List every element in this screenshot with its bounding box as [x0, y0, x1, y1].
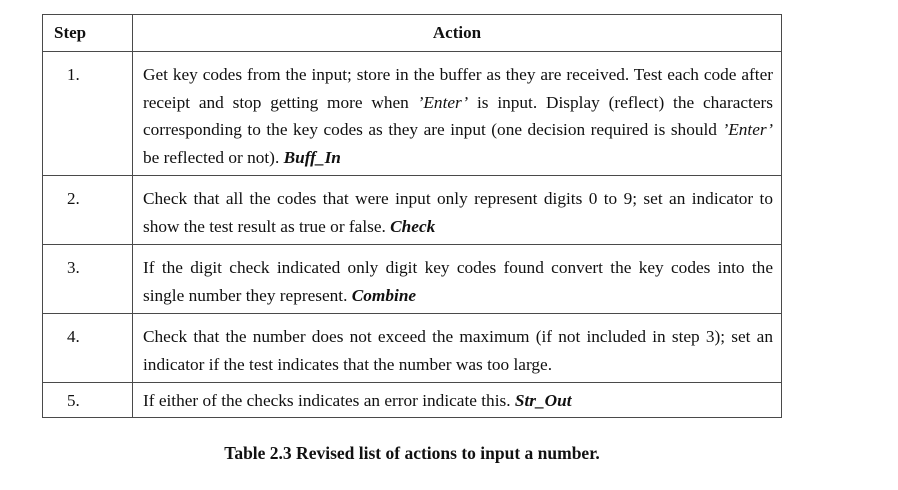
action-cell [133, 52, 782, 176]
steps-table [42, 14, 782, 418]
step-column-header: Step [43, 15, 133, 52]
action-text-part: If the digit check indicated only digit key codes found convert the key codes into the single number they represent. [143, 258, 773, 305]
enter-key-term: ’Enter’ [722, 120, 773, 139]
step-number: 3. [67, 258, 80, 277]
step-number-cell [43, 245, 133, 314]
action-text-part: be reflected or not). [143, 147, 284, 167]
action-cell [133, 176, 782, 245]
step-number-cell [43, 176, 133, 245]
table-header-row [43, 15, 782, 52]
action-text-part: Get key codes from the input; store in the buffer as they are received. Test each code after receipt and stop getting more when [143, 65, 773, 112]
step-number: 2. [67, 189, 80, 208]
action-cell [133, 314, 782, 383]
action-text [143, 314, 773, 382]
action-text [143, 383, 773, 417]
action-column-header: Action [133, 15, 782, 52]
table-row [43, 383, 782, 418]
table-row [43, 245, 782, 314]
step-number: 4. [67, 327, 80, 346]
action-text [143, 52, 773, 175]
table-row [43, 314, 782, 383]
action-cell [133, 383, 782, 418]
table-row [43, 52, 782, 176]
enter-key-term: ’Enter’ [417, 92, 469, 112]
table-caption: Table 2.3 Revised list of actions to input a number. [224, 443, 600, 463]
action-text-part: Check that the number does not exceed the maximum (if not included in step 3); set an indicator if the test indicates that the number was too large. [143, 327, 773, 374]
action-text-part: Check that all the codes that were input only represent digits 0 to 9; set an indicator to show the test result as true or false. [143, 189, 773, 236]
module-name: Str_Out [514, 391, 572, 410]
action-text [143, 176, 773, 244]
action-text [143, 245, 773, 313]
step-number-cell [43, 314, 133, 383]
step-number: 1. [67, 65, 80, 84]
action-text-part: If either of the checks indicates an error indicate this. [143, 391, 515, 410]
module-name: Check [390, 216, 436, 236]
step-number: 5. [67, 391, 80, 410]
module-name: Combine [351, 285, 417, 305]
table-row [43, 176, 782, 245]
step-number-cell [43, 52, 133, 176]
module-name: Buff_In [283, 147, 341, 167]
step-number-cell [43, 383, 133, 418]
action-cell [133, 245, 782, 314]
action-text-part: is input. Display (reflect) the characters corresponding to the key codes as they are input (one decision required is should [143, 92, 773, 139]
